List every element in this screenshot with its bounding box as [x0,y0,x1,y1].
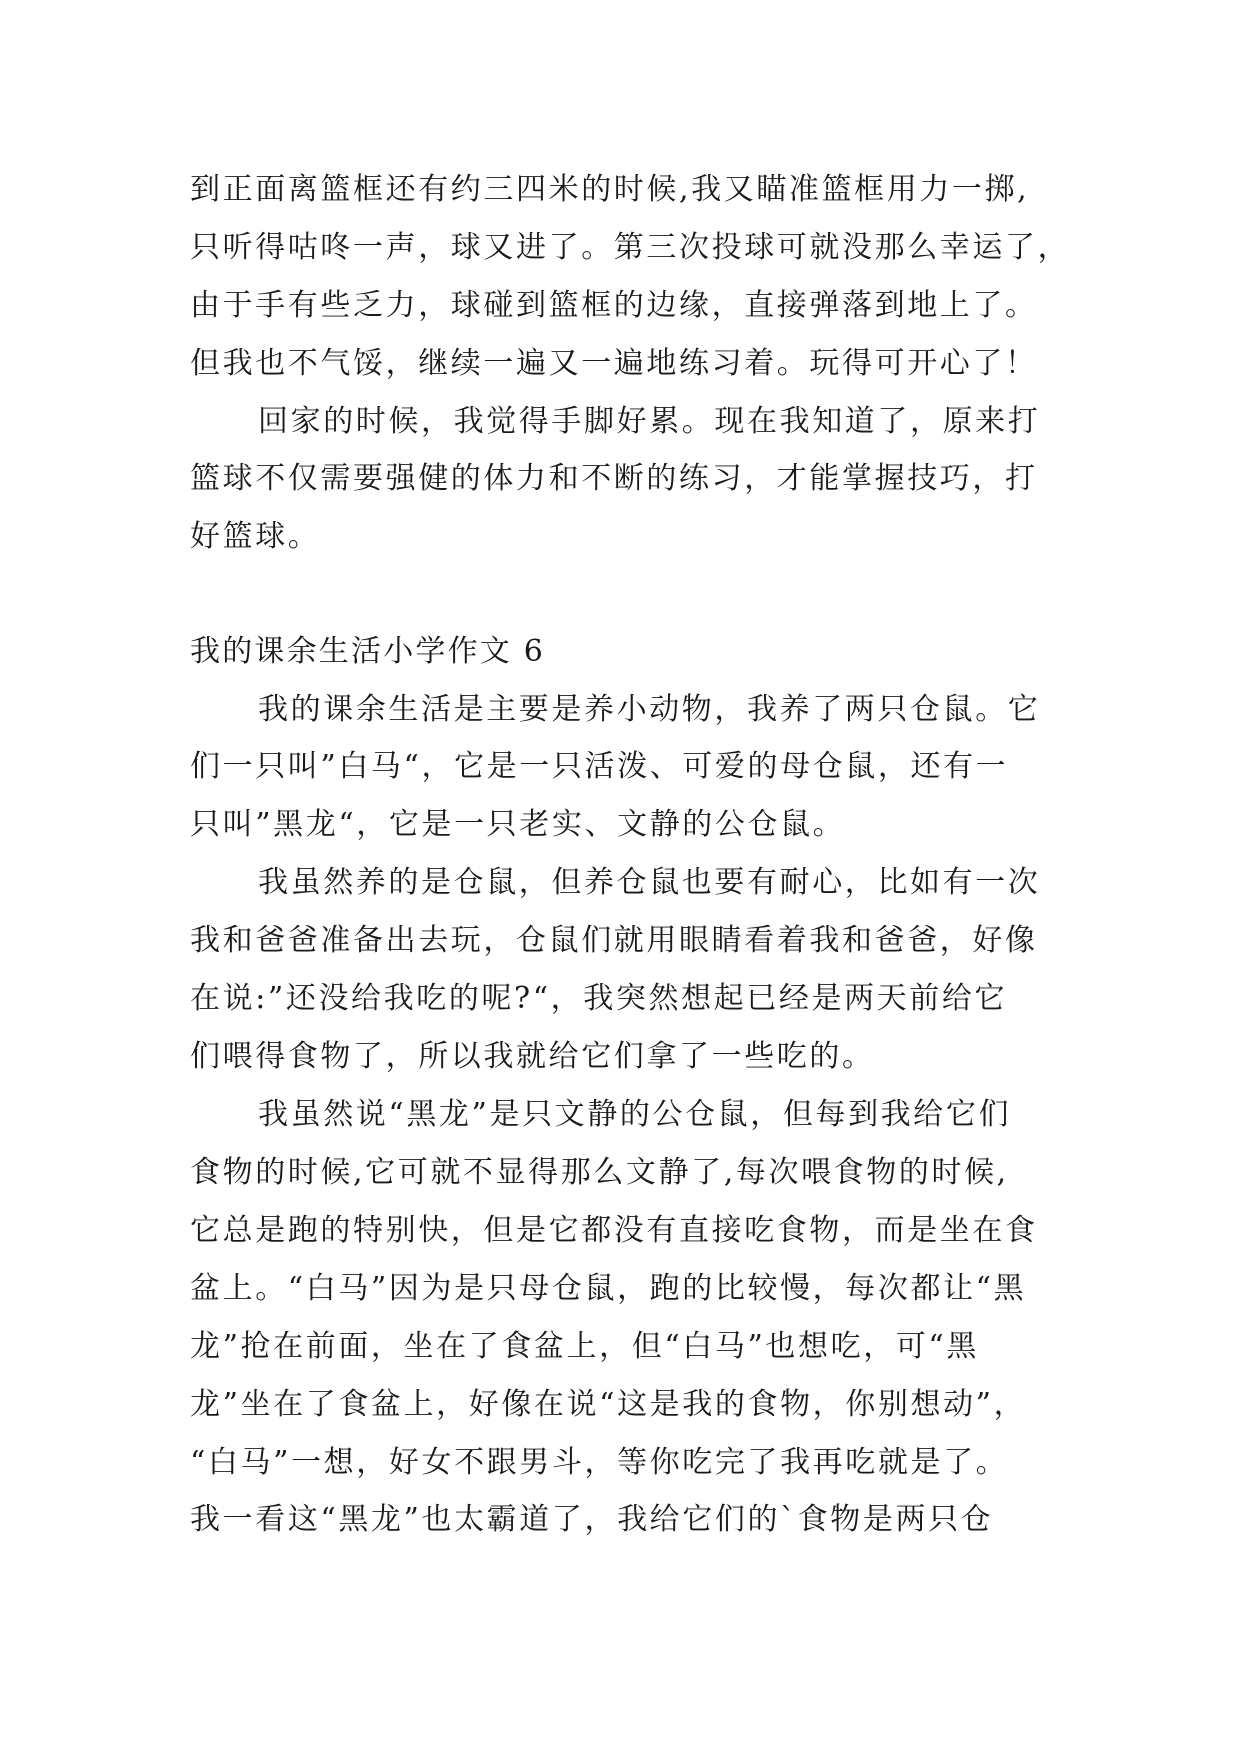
paragraph-line: 由于手有些乏力，球碰到篮框的边缘，直接弹落到地上了。 [190,288,1038,323]
paragraph-line: “白马”一想，好女不跟男斗，等你吃完了我再吃就是了。 [190,1445,1009,1480]
paragraph-line: 在说:”还没给我吃的呢?“，我突然想起已经是两天前给它 [190,981,1008,1016]
paragraph-line: 我虽然养的是仓鼠，但养仓鼠也要有耐心，比如有一次 [258,865,1041,900]
paragraph-line: 们一只叫”白马“，它是一只活泼、可爱的母仓鼠，还有一 [190,749,1009,784]
paragraph-line: 只听得咕咚一声，球又进了。第三次投球可就没那么幸运了， [190,230,1071,265]
paragraph-line: 我虽然说“黑龙”是只文静的公仓鼠，但每到我给它们 [258,1097,1012,1132]
paragraph-line: 好篮球。 [190,519,321,554]
paragraph-line: 但我也不气馁，继续一遍又一遍地练习着。玩得可开心了！ [190,346,1038,381]
paragraph-line: 龙”抢在前面，坐在了食盆上，但“白马”也想吃，可“黑 [190,1329,979,1364]
paragraph-line: 我和爸爸准备出去玩，仓鼠们就用眼睛看着我和爸爸，好像 [190,923,1038,958]
section-title: 我的课余生活小学作文 6 [190,634,546,669]
paragraph-line: 回家的时候，我觉得手脚好累。现在我知道了，原来打 [258,404,1041,439]
paragraph-line: 食物的时候,它可就不显得那么文静了,每次喂食物的时候, [190,1155,1009,1190]
paragraph-line: 它总是跑的特别快，但是它都没有直接吃食物，而是坐在食 [190,1213,1038,1248]
paragraph-line: 篮球不仅需要强健的体力和不断的练习，才能掌握技巧，打 [190,461,1038,496]
paragraph-line: 龙”坐在了食盆上，好像在说“这是我的食物，你别想动”， [190,1387,1027,1422]
paragraph-line: 们喂得食物了，所以我就给它们拿了一些吃的。 [190,1039,875,1074]
paragraph-line: 到正面离篮框还有约三四米的时候,我又瞄准篮框用力一掷, [190,172,1030,207]
paragraph-line: 盆上。“白马”因为是只母仓鼠，跑的比较慢，每次都让“黑 [190,1271,1027,1306]
paragraph-line: 我一看这“黑龙”也太霸道了，我给它们的`食物是两只仓 [190,1502,994,1537]
paragraph-line: 只叫”黑龙“，它是一只老实、文静的公仓鼠。 [190,807,846,842]
paragraph-line: 我的课余生活是主要是养小动物，我养了两只仓鼠。它 [258,692,1041,727]
